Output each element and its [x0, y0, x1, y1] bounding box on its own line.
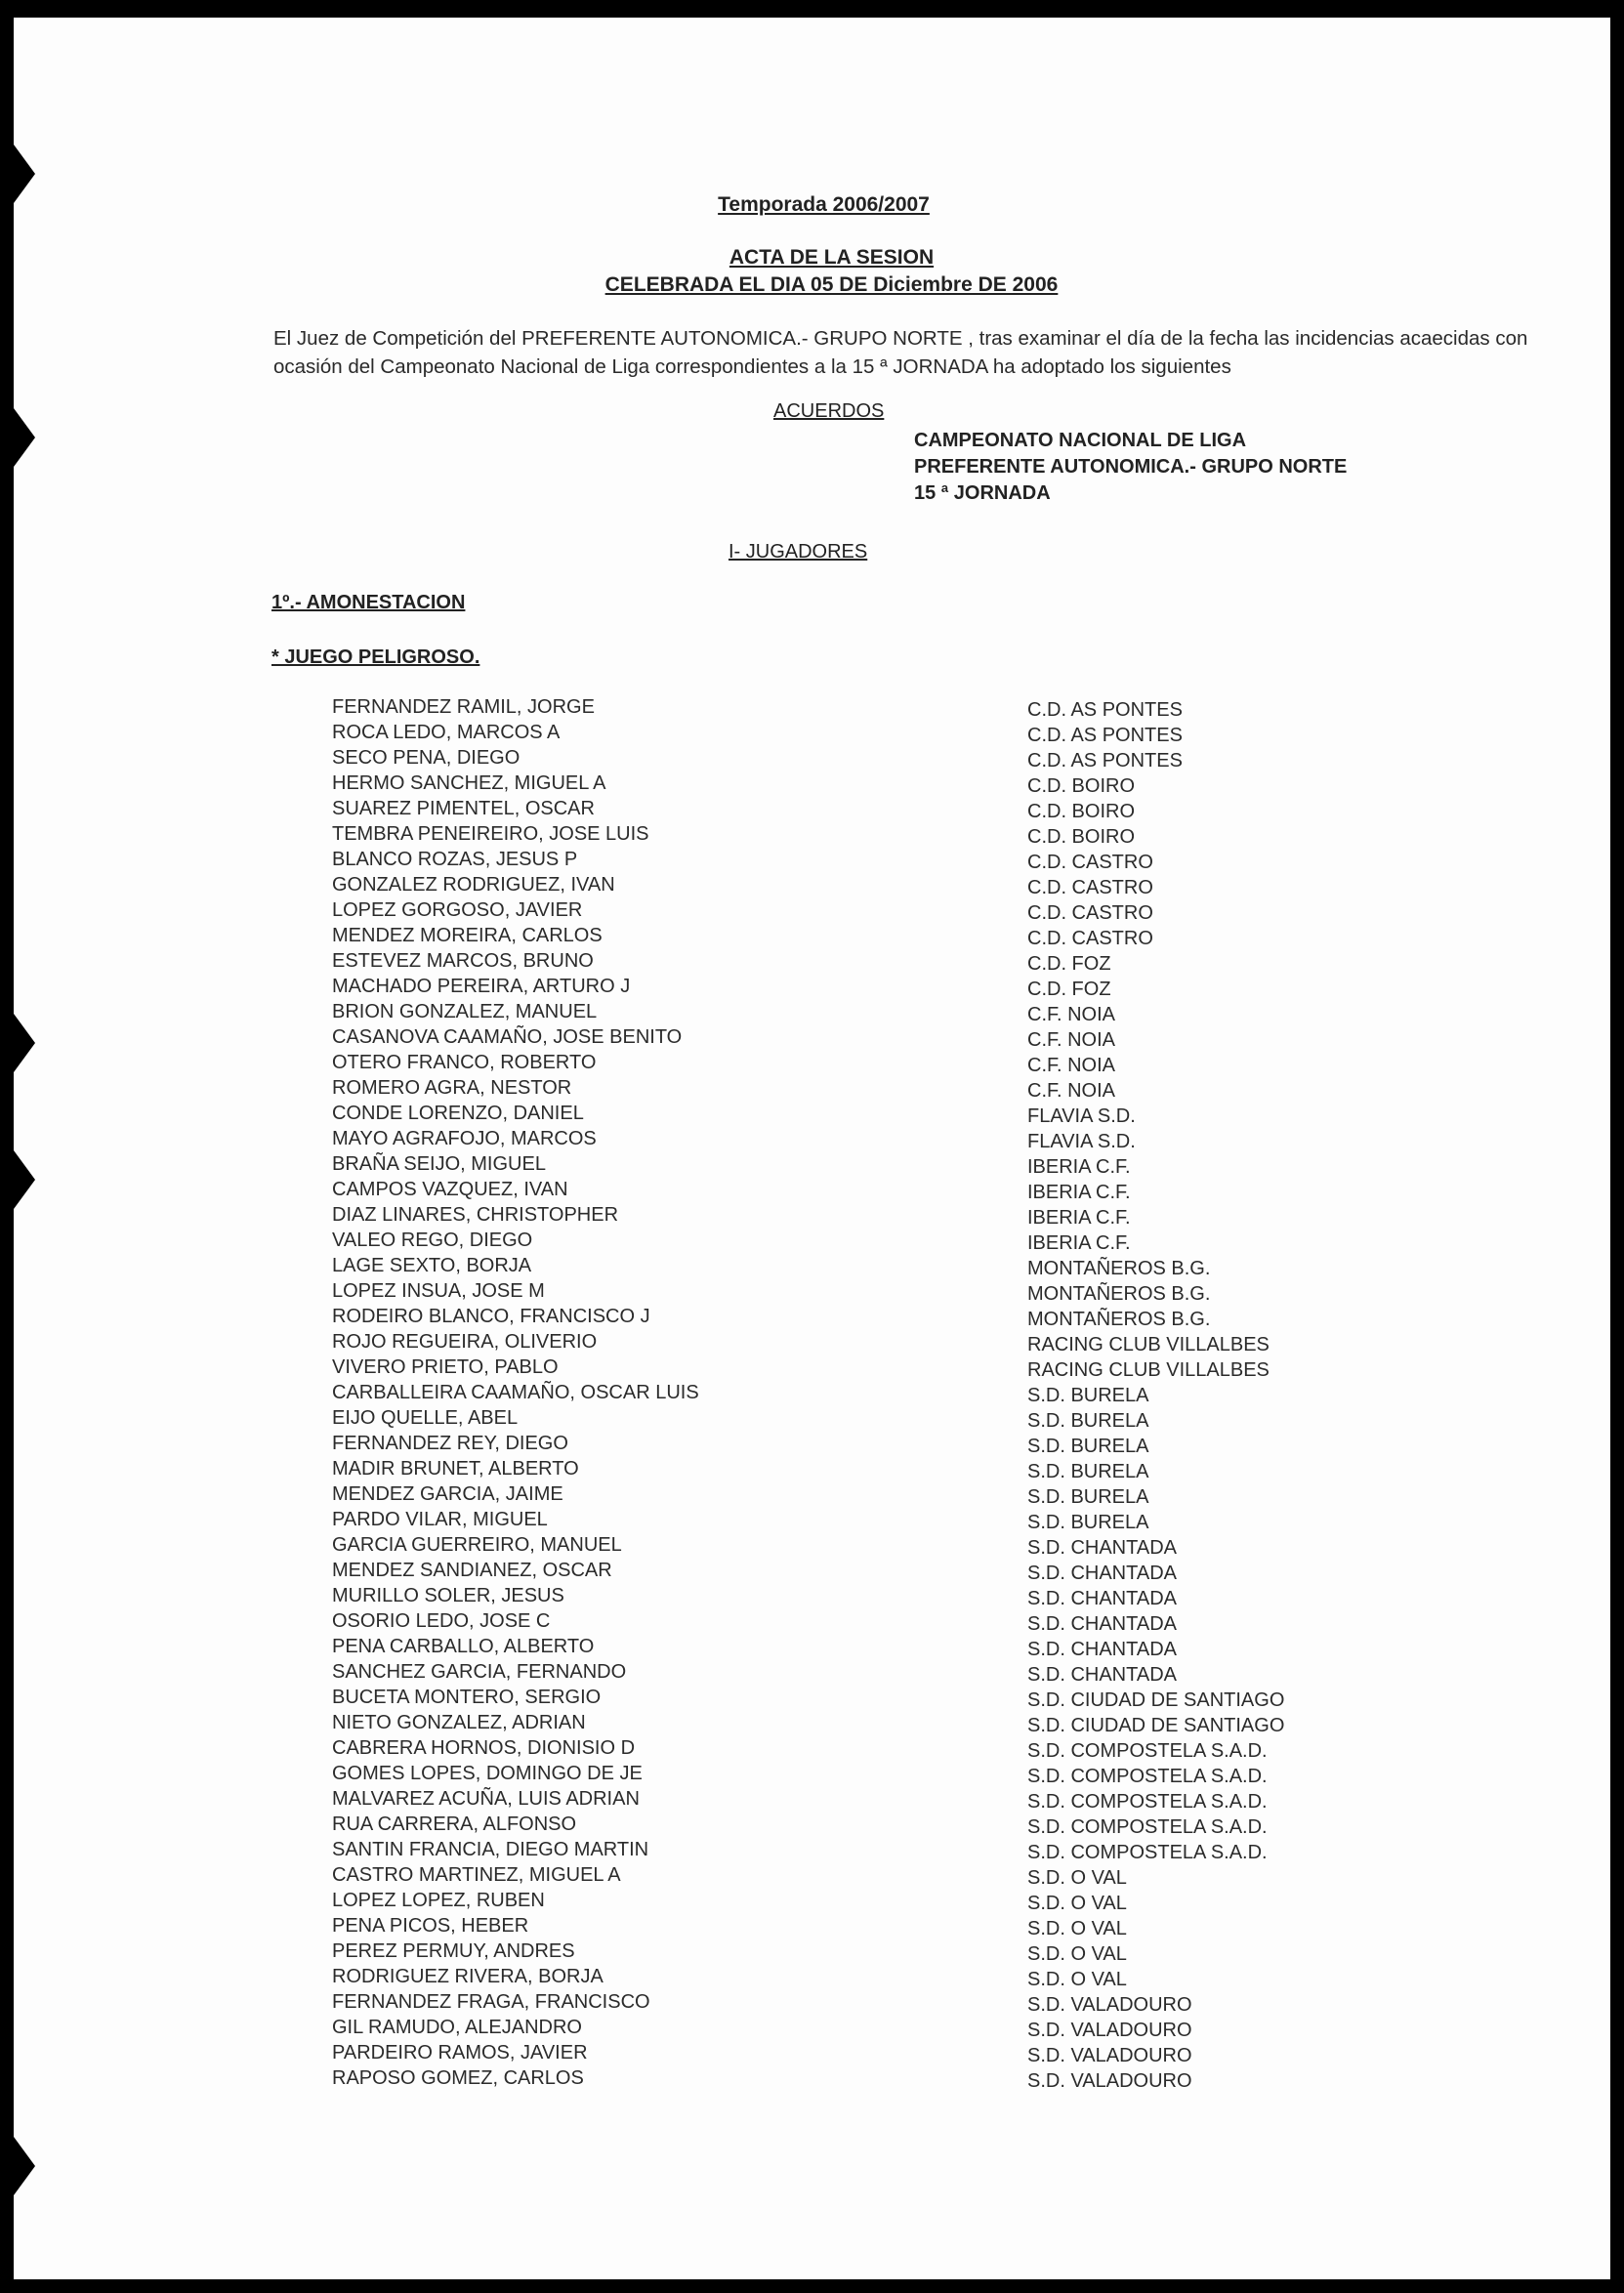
player-name: GARCIA GUERREIRO, MANUEL: [332, 1534, 622, 1556]
list-item: [332, 771, 1406, 797]
player-club: S.D. O VAL: [1027, 1969, 1127, 1990]
player-club: S.D. O VAL: [1027, 1943, 1127, 1965]
list-item: [332, 1381, 1406, 1406]
player-name: ESTEVEZ MARCOS, BRUNO: [332, 950, 594, 972]
player-name: CABRERA HORNOS, DIONISIO D: [332, 1737, 636, 1759]
player-name: BLANCO ROZAS, JESUS P: [332, 849, 578, 870]
player-name: SANTIN FRANCIA, DIEGO MARTIN: [332, 1839, 649, 1860]
list-item: [332, 1686, 1406, 1711]
player-name: NIETO GONZALEZ, ADRIAN: [332, 1712, 586, 1733]
player-club: C.D. CASTRO: [1027, 877, 1153, 898]
player-club: IBERIA C.F.: [1027, 1156, 1131, 1178]
list-item: [332, 822, 1406, 848]
list-item: [332, 1559, 1406, 1584]
competition-block: [914, 428, 1347, 507]
list-item: [332, 848, 1406, 873]
page-tear: [14, 2137, 35, 2195]
player-name: SUAREZ PIMENTEL, OSCAR: [332, 798, 595, 819]
player-name: EIJO QUELLE, ABEL: [332, 1407, 519, 1429]
player-club: C.F. NOIA: [1027, 1080, 1116, 1102]
player-club: C.D. CASTRO: [1027, 852, 1153, 873]
player-name: LOPEZ LOPEZ, RUBEN: [332, 1890, 545, 1911]
player-name: PARDO VILAR, MIGUEL: [332, 1509, 548, 1530]
list-item: [332, 1203, 1406, 1229]
list-item: [332, 1813, 1406, 1838]
page-tear: [14, 1014, 35, 1072]
player-club: FLAVIA S.D.: [1027, 1105, 1136, 1127]
page-tear: [14, 408, 35, 467]
list-item: [332, 1838, 1406, 1863]
list-item: [332, 1508, 1406, 1533]
player-name: MURILLO SOLER, JESUS: [332, 1585, 564, 1606]
list-item: [332, 1711, 1406, 1736]
player-name: LAGE SEXTO, BORJA: [332, 1255, 532, 1276]
player-club: C.D. BOIRO: [1027, 826, 1136, 848]
page-tear: [14, 1150, 35, 1209]
player-club: C.D. AS PONTES: [1027, 750, 1183, 771]
player-name: MENDEZ MOREIRA, CARLOS: [332, 925, 603, 946]
list-item: [332, 746, 1406, 771]
player-club: S.D. O VAL: [1027, 1918, 1127, 1939]
player-club: IBERIA C.F.: [1027, 1207, 1131, 1229]
intro-paragraph: El Juez de Competición del PREFERENTE AUTONOMICA.- GRUPO NORTE , tras examinar el día de la fecha las incidencias acaecidas con ocasión del Campeonato Nacional de Liga correspondientes a la 15 ª JORNADA ha adoptado los siguientes: [273, 327, 1528, 378]
player-name: SECO PENA, DIEGO: [332, 747, 521, 769]
player-club: RACING CLUB VILLALBES: [1027, 1334, 1270, 1355]
session-date: CELEBRADA EL DIA 05 DE Diciembre DE 2006: [604, 273, 1059, 296]
player-club: C.D. CASTRO: [1027, 902, 1153, 924]
player-club: C.D. AS PONTES: [1027, 699, 1183, 721]
player-club: FLAVIA S.D.: [1027, 1131, 1136, 1152]
list-item: [332, 1178, 1406, 1203]
player-club: S.D. VALADOURO: [1027, 1994, 1192, 2016]
list-item: [332, 1076, 1406, 1102]
player-name: CASANOVA CAAMAÑO, JOSE BENITO: [332, 1026, 683, 1048]
list-item: [332, 1229, 1406, 1254]
player-club: S.D. CHANTADA: [1027, 1613, 1177, 1635]
player-club: S.D. VALADOURO: [1027, 2070, 1192, 2092]
list-item: [332, 1939, 1406, 1965]
list-item: [332, 1889, 1406, 1914]
player-club: S.D. COMPOSTELA S.A.D.: [1027, 1766, 1268, 1787]
player-club: C.D. BOIRO: [1027, 801, 1136, 822]
list-item: [332, 949, 1406, 975]
player-name: GOMES LOPES, DOMINGO DE JE: [332, 1763, 643, 1784]
player-club: C.F. NOIA: [1027, 1029, 1116, 1051]
list-item: [332, 1787, 1406, 1813]
competition-round: 15 ª JORNADA: [914, 482, 1051, 504]
player-club: IBERIA C.F.: [1027, 1232, 1131, 1254]
list-item: [332, 1406, 1406, 1432]
list-item: [332, 1584, 1406, 1609]
player-name: MALVAREZ ACUÑA, LUIS ADRIAN: [332, 1788, 640, 1810]
player-name: ROJO REGUEIRA, OLIVERIO: [332, 1331, 598, 1353]
player-club: S.D. O VAL: [1027, 1867, 1127, 1889]
list-item: [332, 1102, 1406, 1127]
list-item: [332, 1025, 1406, 1051]
player-club: S.D. CHANTADA: [1027, 1664, 1177, 1686]
player-name: LOPEZ GORGOSO, JAVIER: [332, 899, 583, 921]
list-item: [332, 1965, 1406, 1990]
list-item: [332, 873, 1406, 898]
player-club: C.D. BOIRO: [1027, 775, 1136, 797]
player-club: S.D. COMPOSTELA S.A.D.: [1027, 1842, 1268, 1863]
player-club: S.D. CHANTADA: [1027, 1563, 1177, 1584]
player-name: RODEIRO BLANCO, FRANCISCO J: [332, 1306, 650, 1327]
player-name: PENA PICOS, HEBER: [332, 1915, 529, 1937]
player-club: S.D. COMPOSTELA S.A.D.: [1027, 1791, 1268, 1813]
list-item: [332, 1863, 1406, 1889]
player-club: MONTAÑEROS B.G.: [1027, 1309, 1211, 1330]
player-name: RAPOSO GOMEZ, CARLOS: [332, 2067, 584, 2089]
player-name: RUA CARRERA, ALFONSO: [332, 1814, 577, 1835]
player-club: IBERIA C.F.: [1027, 1182, 1131, 1203]
list-item: [332, 1330, 1406, 1355]
player-club: S.D. O VAL: [1027, 1893, 1127, 1914]
list-item: [332, 1457, 1406, 1482]
player-club: C.D. AS PONTES: [1027, 725, 1183, 746]
player-name: ROCA LEDO, MARCOS A: [332, 722, 561, 743]
document-page: [14, 18, 1610, 2279]
player-name: GIL RAMUDO, ALEJANDRO: [332, 2017, 582, 2038]
list-item: [332, 1660, 1406, 1686]
player-name: VIVERO PRIETO, PABLO: [332, 1356, 559, 1378]
player-name: CASTRO MARTINEZ, MIGUEL A: [332, 1864, 621, 1886]
player-name: RODRIGUEZ RIVERA, BORJA: [332, 1966, 604, 1987]
list-item: [332, 1152, 1406, 1178]
section-subtitle: 1º.- AMONESTACION: [271, 592, 466, 613]
player-name: FERNANDEZ RAMIL, JORGE: [332, 696, 595, 718]
player-club: C.D. FOZ: [1027, 979, 1111, 1000]
player-club: C.D. CASTRO: [1027, 928, 1153, 949]
player-name: PENA CARBALLO, ALBERTO: [332, 1636, 595, 1657]
player-club: RACING CLUB VILLALBES: [1027, 1359, 1270, 1381]
player-name: PARDEIRO RAMOS, JAVIER: [332, 2042, 588, 2064]
list-item: [332, 1990, 1406, 2016]
list-item: [332, 1127, 1406, 1152]
section-title: I- JUGADORES: [729, 541, 868, 563]
players-list: [332, 695, 1406, 2092]
player-name: OTERO FRANCO, ROBERTO: [332, 1052, 597, 1073]
list-item: [332, 975, 1406, 1000]
player-name: GONZALEZ RODRIGUEZ, IVAN: [332, 874, 615, 896]
list-item: [332, 924, 1406, 949]
player-name: VALEO REGO, DIEGO: [332, 1230, 533, 1251]
list-item: [332, 1533, 1406, 1559]
list-item: [332, 1051, 1406, 1076]
acuerdos-heading: ACUERDOS: [773, 400, 885, 422]
list-item: [332, 797, 1406, 822]
list-item: [332, 1736, 1406, 1762]
player-club: S.D. BURELA: [1027, 1512, 1149, 1533]
list-item: [332, 1914, 1406, 1939]
player-name: OSORIO LEDO, JOSE C: [332, 1610, 551, 1632]
player-club: S.D. COMPOSTELA S.A.D.: [1027, 1740, 1268, 1762]
player-club: S.D. CIUDAD DE SANTIAGO: [1027, 1689, 1285, 1711]
player-name: FERNANDEZ FRAGA, FRANCISCO: [332, 1991, 650, 2013]
player-club: S.D. CHANTADA: [1027, 1588, 1177, 1609]
player-name: PEREZ PERMUY, ANDRES: [332, 1940, 575, 1962]
competition-group: PREFERENTE AUTONOMICA.- GRUPO NORTE: [914, 456, 1348, 478]
player-name: CONDE LORENZO, DANIEL: [332, 1103, 584, 1124]
player-club: S.D. CHANTADA: [1027, 1639, 1177, 1660]
player-name: MENDEZ GARCIA, JAIME: [332, 1483, 563, 1505]
player-name: MACHADO PEREIRA, ARTURO J: [332, 976, 631, 997]
player-club: S.D. BURELA: [1027, 1486, 1149, 1508]
list-item: [332, 1279, 1406, 1305]
player-name: HERMO SANCHEZ, MIGUEL A: [332, 772, 606, 794]
player-name: ROMERO AGRA, NESTOR: [332, 1077, 572, 1099]
player-name: MAYO AGRAFOJO, MARCOS: [332, 1128, 597, 1149]
list-item: [332, 2016, 1406, 2041]
player-club: S.D. BURELA: [1027, 1436, 1149, 1457]
category-heading: * JUEGO PELIGROSO.: [271, 646, 480, 668]
player-name: TEMBRA PENEIREIRO, JOSE LUIS: [332, 823, 649, 845]
list-item: [332, 695, 1406, 721]
list-item: [332, 2041, 1406, 2066]
player-club: S.D. CIUDAD DE SANTIAGO: [1027, 1715, 1285, 1736]
player-club: C.F. NOIA: [1027, 1004, 1116, 1025]
player-name: CARBALLEIRA CAAMAÑO, OSCAR LUIS: [332, 1382, 699, 1403]
player-name: DIAZ LINARES, CHRISTOPHER: [332, 1204, 619, 1226]
player-name: MENDEZ SANDIANEZ, OSCAR: [332, 1560, 612, 1581]
player-club: S.D. BURELA: [1027, 1461, 1149, 1482]
season-title: Temporada 2006/2007: [718, 193, 930, 216]
player-club: C.D. FOZ: [1027, 953, 1111, 975]
player-name: CAMPOS VAZQUEZ, IVAN: [332, 1179, 568, 1200]
player-name: SANCHEZ GARCIA, FERNANDO: [332, 1661, 627, 1683]
player-name: FERNANDEZ REY, DIEGO: [332, 1433, 568, 1454]
list-item: [332, 1305, 1406, 1330]
list-item: [332, 2066, 1406, 2092]
list-item: [332, 721, 1406, 746]
list-item: [332, 1000, 1406, 1025]
list-item: [332, 1254, 1406, 1279]
player-name: BRION GONZALEZ, MANUEL: [332, 1001, 598, 1022]
player-club: MONTAÑEROS B.G.: [1027, 1258, 1211, 1279]
list-item: [332, 1355, 1406, 1381]
acta-title: ACTA DE LA SESION: [729, 246, 935, 269]
player-club: S.D. VALADOURO: [1027, 2045, 1192, 2066]
list-item: [332, 1432, 1406, 1457]
player-name: BRAÑA SEIJO, MIGUEL: [332, 1153, 546, 1175]
list-item: [332, 1482, 1406, 1508]
player-club: S.D. COMPOSTELA S.A.D.: [1027, 1816, 1268, 1838]
player-club: S.D. VALADOURO: [1027, 2020, 1192, 2041]
player-club: S.D. BURELA: [1027, 1410, 1149, 1432]
player-name: MADIR BRUNET, ALBERTO: [332, 1458, 579, 1480]
player-name: LOPEZ INSUA, JOSE M: [332, 1280, 545, 1302]
player-club: S.D. CHANTADA: [1027, 1537, 1177, 1559]
list-item: [332, 1609, 1406, 1635]
player-club: S.D. BURELA: [1027, 1385, 1149, 1406]
player-club: MONTAÑEROS B.G.: [1027, 1283, 1211, 1305]
competition-name: CAMPEONATO NACIONAL DE LIGA: [914, 430, 1247, 451]
player-name: BUCETA MONTERO, SERGIO: [332, 1687, 602, 1708]
list-item: [332, 1762, 1406, 1787]
list-item: [332, 898, 1406, 924]
player-club: C.F. NOIA: [1027, 1055, 1116, 1076]
list-item: [332, 1635, 1406, 1660]
